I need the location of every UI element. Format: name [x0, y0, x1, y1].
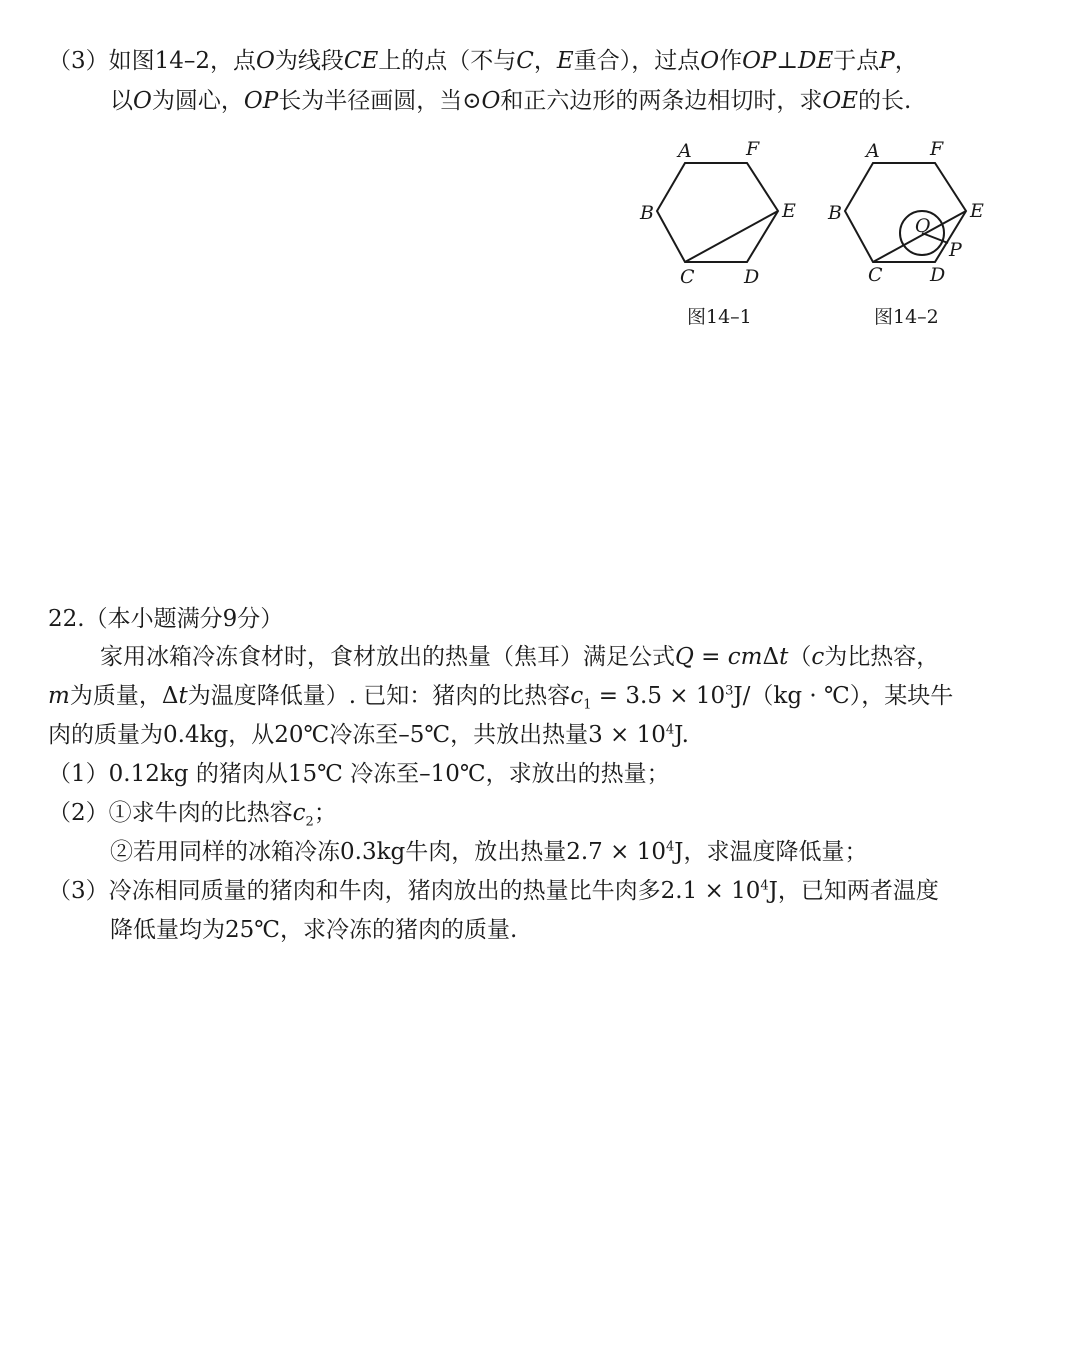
- vertex-label-B: B: [640, 202, 654, 224]
- text-seg: ②若用同样的冰箱冷冻0.3kg牛肉，放出热量2.7 × 10: [110, 839, 666, 865]
- var-OP: OP: [742, 48, 777, 74]
- q22-part2b: [110, 837, 868, 867]
- q21-part3-line2: [110, 86, 911, 116]
- text-seg: （3）如图14–2，点: [48, 48, 257, 74]
- var-O: O: [700, 48, 720, 74]
- vertex-label-C: C: [868, 264, 883, 286]
- text-seg: 为线段: [274, 48, 344, 74]
- text-seg: J，已知两者温度: [768, 878, 939, 904]
- text-seg: （: [788, 644, 812, 670]
- var-t: t: [178, 683, 188, 709]
- var-C: C: [516, 48, 534, 74]
- q22-part3a: [48, 876, 939, 906]
- text-seg: ，: [533, 48, 557, 74]
- vertex-label-D: D: [930, 264, 946, 286]
- delta-symbol: Δ: [762, 644, 780, 670]
- text-seg: J/（kg · ℃），某块牛: [733, 683, 954, 709]
- figure-14-2: [818, 135, 998, 290]
- var-E: E: [556, 48, 574, 74]
- vertex-label-E: E: [970, 200, 984, 222]
- var-c2: c: [292, 800, 306, 826]
- exponent: 4: [760, 878, 769, 894]
- var-OE: OE: [822, 88, 858, 114]
- var-CE: CE: [343, 48, 379, 74]
- figure-14-1-caption: 图14–1: [687, 306, 752, 328]
- text-seg: （2）①求牛肉的比热容: [48, 800, 293, 826]
- text-seg: 为比热容，: [824, 644, 940, 670]
- q22-header: 22.（本小题满分9分）: [48, 606, 284, 632]
- subscript: 1: [583, 697, 592, 713]
- var-O: O: [481, 88, 501, 114]
- delta-symbol: Δ: [161, 683, 179, 709]
- text-seg: （3）冷冻相同质量的猪肉和牛肉，猪肉放出的热量比牛肉多2.1 × 10: [48, 878, 761, 904]
- var-P: P: [879, 48, 895, 74]
- segment-CE: [685, 211, 778, 262]
- vertex-label-F: F: [746, 138, 760, 160]
- var-t: t: [779, 644, 789, 670]
- var-O: O: [133, 88, 152, 114]
- q22-part1: （1）0.12kg 的猪肉从15℃ 冷冻至–10℃，求放出的热量；: [48, 761, 670, 787]
- figure-14-1: [630, 135, 810, 290]
- text-seg: 的长.: [858, 88, 912, 114]
- var-Q: Q: [675, 644, 694, 670]
- q22-part3b: 降低量均为25℃，求冷冻的猪肉的质量.: [110, 917, 518, 943]
- vertex-label-F: F: [930, 138, 944, 160]
- text-seg: 上的点（不与: [378, 48, 517, 74]
- equals-sign: =: [693, 644, 728, 670]
- text-seg: 家用冰箱冷冻食材时，食材放出的热量（焦耳）满足公式: [100, 644, 675, 670]
- exponent: 4: [665, 722, 675, 738]
- vertex-label-A: A: [866, 140, 880, 162]
- q21-part3-line1: [48, 46, 918, 76]
- vertex-label-A: A: [678, 140, 692, 162]
- var-m: m: [48, 683, 70, 709]
- text-seg: 为温度降低量）. 已知：猪肉的比热容: [187, 683, 571, 709]
- center-label-O: O: [915, 215, 931, 237]
- vertex-label-D: D: [744, 266, 760, 288]
- var-O: O: [256, 48, 275, 74]
- var-c1: c: [570, 683, 584, 709]
- text-seg: J.: [674, 722, 689, 748]
- text-seg: 以: [110, 88, 133, 114]
- var-OP: OP: [243, 88, 279, 114]
- text-seg: 和正六边形的两条边相切时，求: [500, 88, 823, 114]
- text-seg: ，: [894, 48, 918, 74]
- text-seg: 作: [719, 48, 743, 74]
- exponent: 4: [665, 839, 675, 855]
- vertex-label-E: E: [782, 200, 796, 222]
- vertex-label-C: C: [680, 266, 695, 288]
- var-c: c: [811, 644, 825, 670]
- subscript: 2: [305, 814, 314, 830]
- hexagon: [657, 163, 778, 262]
- q22-intro-line3: [48, 720, 689, 750]
- figure-14-2-caption: 图14–2: [874, 306, 939, 328]
- point-label-P: P: [949, 239, 962, 261]
- q22-part2a: [48, 798, 337, 828]
- text-seg: 于点: [833, 48, 880, 74]
- q22-intro-line1: [100, 642, 939, 672]
- var-DE: DE: [798, 48, 834, 74]
- q22-intro-line2: [48, 681, 953, 711]
- text-seg: 为质量，: [69, 683, 162, 709]
- text-seg: 肉的质量为0.4kg，从20℃冷冻至–5℃，共放出热量3 × 10: [48, 722, 666, 748]
- text-seg: J，求温度降低量；: [674, 839, 868, 865]
- text-seg: 长为半径画圆，当⊙: [278, 88, 482, 114]
- perp-symbol: ⊥: [776, 48, 799, 74]
- text-seg: ；: [313, 800, 337, 826]
- text-seg: 重合），过点: [573, 48, 701, 74]
- value-seg: = 3.5 × 10: [591, 683, 726, 709]
- var-cm: cm: [727, 644, 763, 670]
- exponent: 3: [725, 683, 734, 699]
- vertex-label-B: B: [828, 202, 842, 224]
- text-seg: 为圆心，: [151, 88, 244, 114]
